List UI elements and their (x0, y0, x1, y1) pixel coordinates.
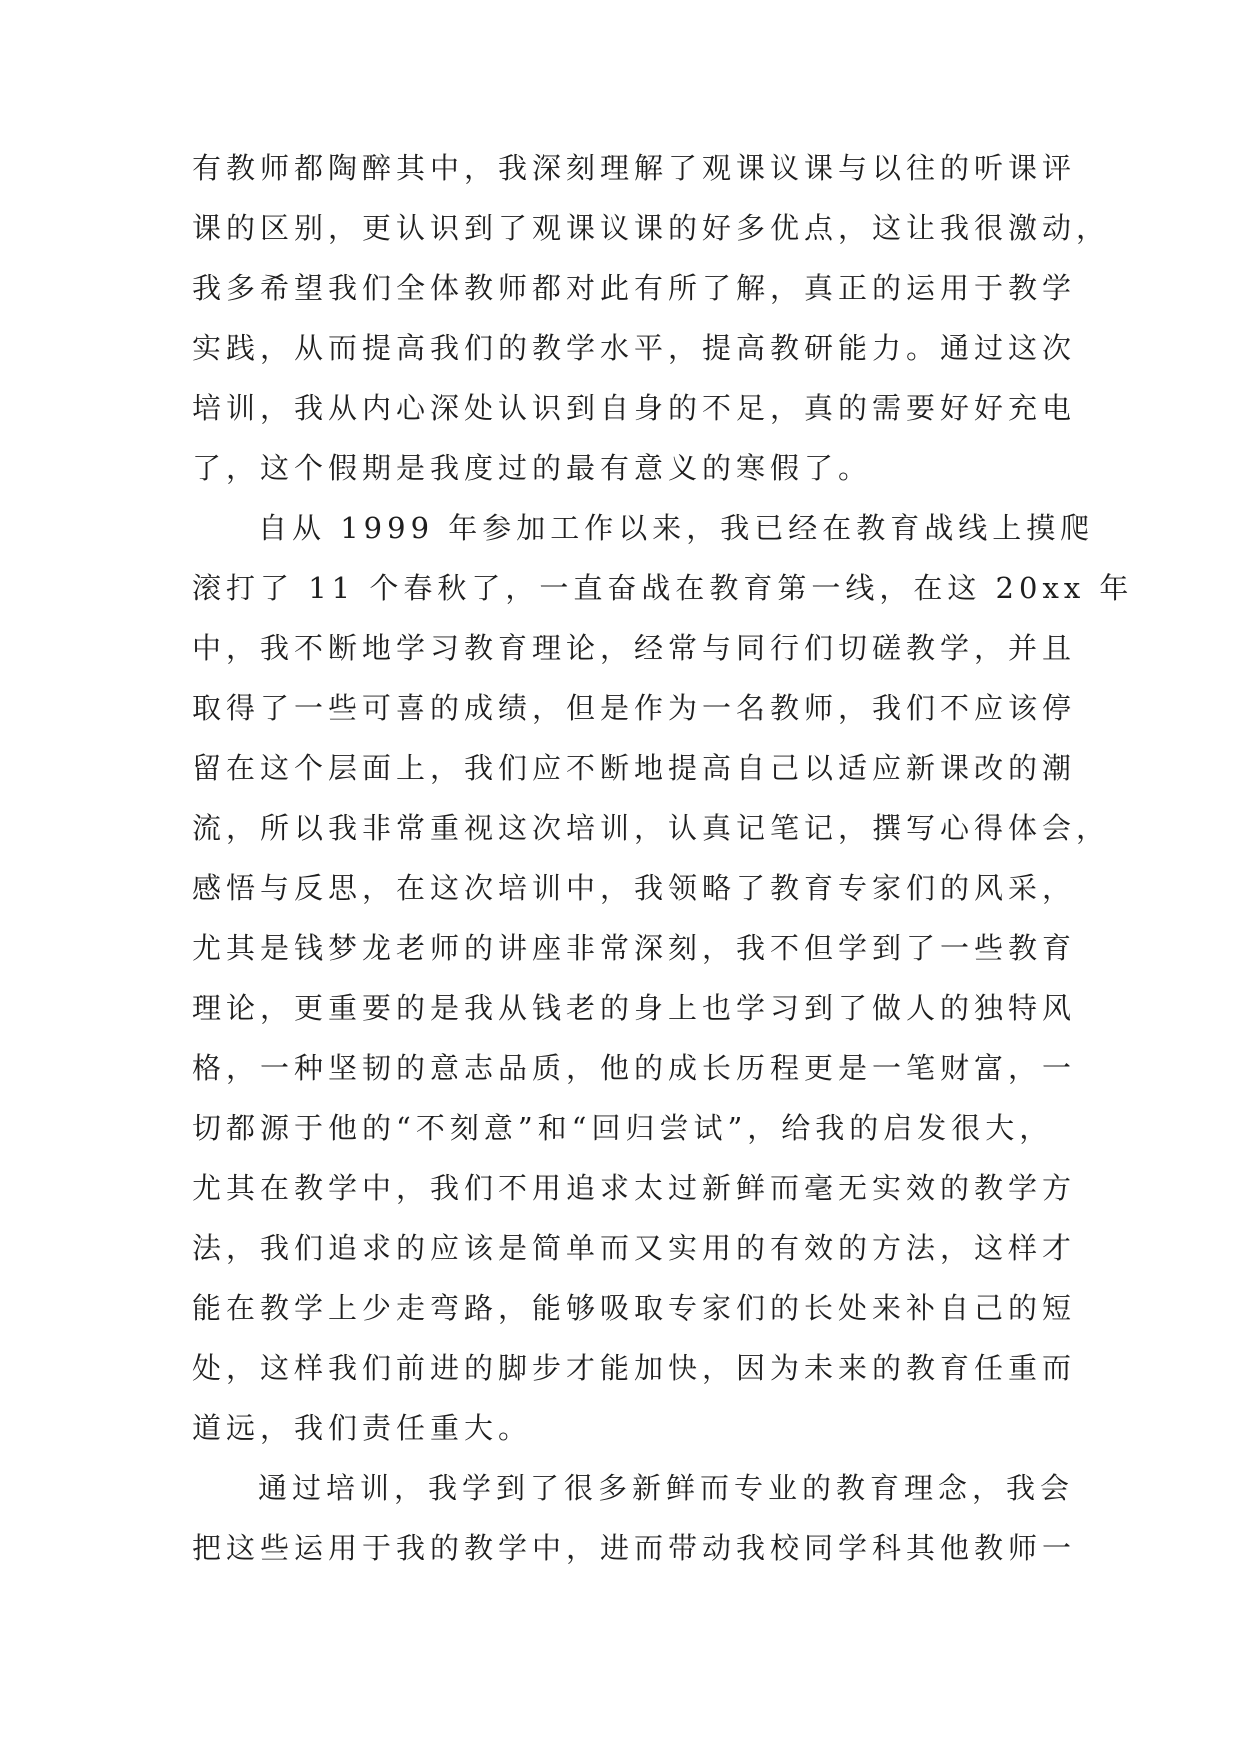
text-line: 流，所以我非常重视这次培训，认真记笔记，撰写心得体会， (192, 811, 1111, 845)
text-line: 滚打了 11 个春秋了，一直奋战在教育第一线，在这 20xx 年 (192, 571, 1134, 605)
text-line: 道远，我们责任重大。 (192, 1411, 533, 1445)
text-line: 课的区别，更认识到了观课议课的好多优点，这让我很激动， (192, 211, 1111, 245)
text-line: 通过培训，我学到了很多新鲜而专业的教育理念，我会 (258, 1471, 1075, 1505)
text-line: 留在这个层面上，我们应不断地提高自己以适应新课改的潮 (192, 751, 1077, 785)
text-line: 处，这样我们前进的脚步才能加快，因为未来的教育任重而 (192, 1351, 1077, 1385)
text-line: 自从 1999 年参加工作以来，我已经在教育战线上摸爬 (258, 511, 1095, 545)
text-line: 取得了一些可喜的成绩，但是作为一名教师，我们不应该停 (192, 691, 1077, 725)
text-line: 我多希望我们全体教师都对此有所了解，真正的运用于教学 (192, 271, 1077, 305)
text-line: 格，一种坚韧的意志品质，他的成长历程更是一笔财富，一 (192, 1051, 1077, 1085)
text-line: 尤其在教学中，我们不用追求太过新鲜而毫无实效的教学方 (192, 1171, 1077, 1205)
text-line: 切都源于他的“不刻意”和“回归尝试”，给我的启发很大， (192, 1111, 1054, 1145)
text-line: 法，我们追求的应该是简单而又实用的有效的方法，这样才 (192, 1231, 1077, 1265)
text-line: 中，我不断地学习教育理论，经常与同行们切磋教学，并且 (192, 631, 1077, 665)
text-line: 了，这个假期是我度过的最有意义的寒假了。 (192, 451, 873, 485)
text-line: 理论，更重要的是我从钱老的身上也学习到了做人的独特风 (192, 991, 1077, 1025)
text-line: 有教师都陶醉其中，我深刻理解了观课议课与以往的听课评 (192, 151, 1077, 185)
text-line: 把这些运用于我的教学中，进而带动我校同学科其他教师一 (192, 1531, 1077, 1565)
text-line: 能在教学上少走弯路，能够吸取专家们的长处来补自己的短 (192, 1291, 1077, 1325)
text-line: 尤其是钱梦龙老师的讲座非常深刻，我不但学到了一些教育 (192, 931, 1077, 965)
text-line: 实践，从而提高我们的教学水平，提高教研能力。通过这次 (192, 331, 1077, 365)
text-line: 培训，我从内心深处认识到自身的不足，真的需要好好充电 (192, 391, 1077, 425)
text-line: 感悟与反思，在这次培训中，我领略了教育专家们的风采， (192, 871, 1077, 905)
